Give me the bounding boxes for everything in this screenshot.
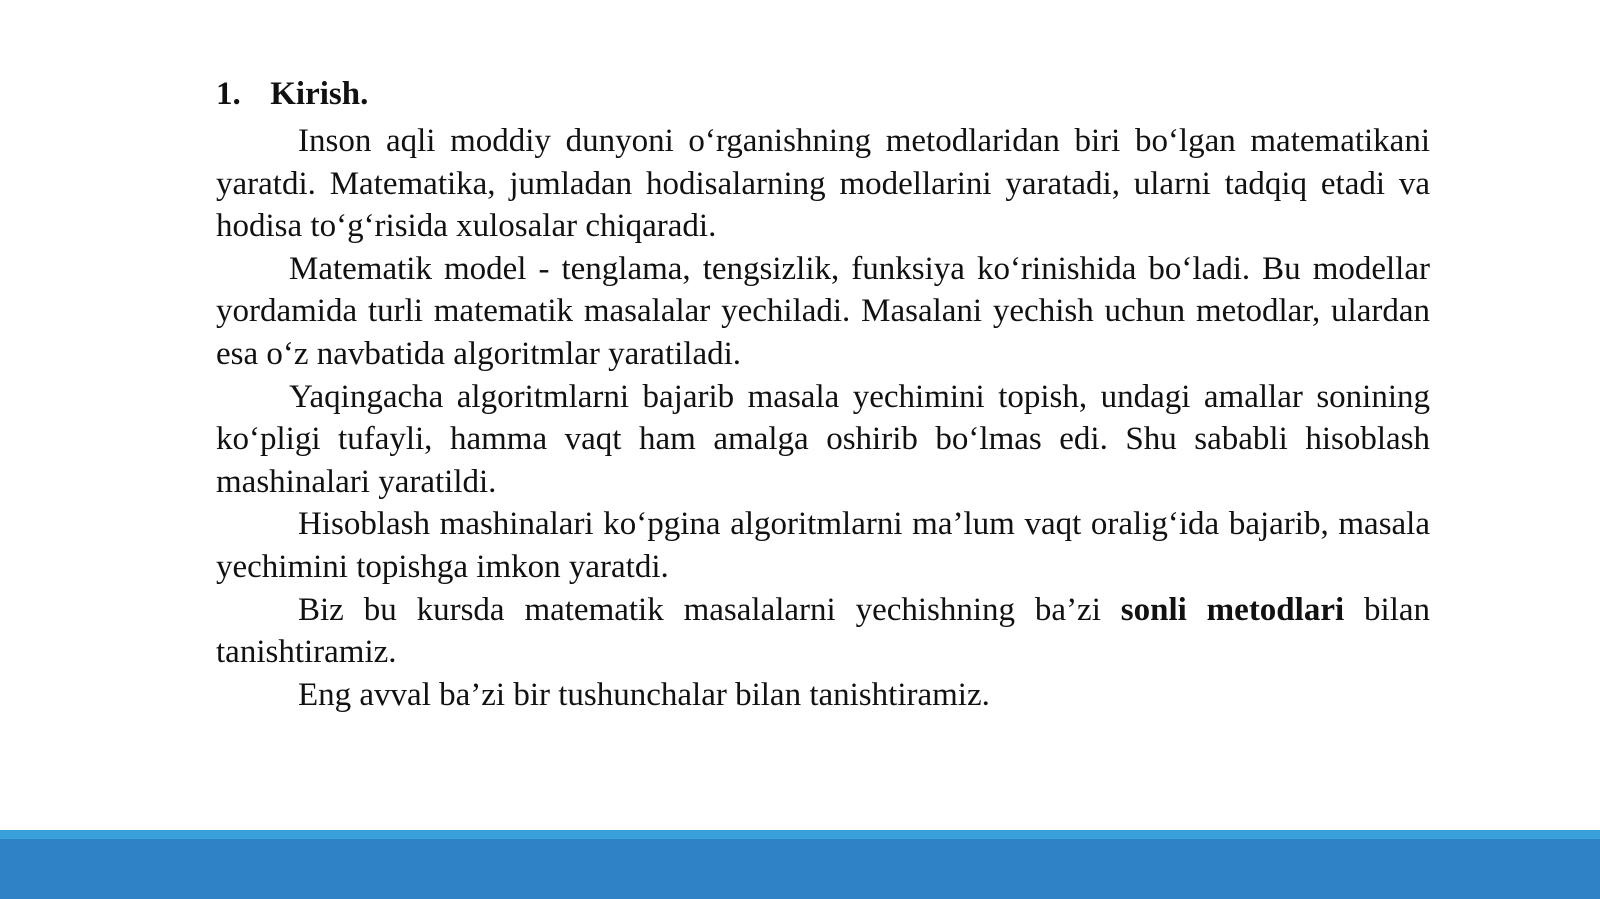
section-title: Kirish. [270, 76, 369, 112]
section-heading [216, 68, 1430, 120]
paragraph-2: Matematik model - tenglama, tengsizlik, funksiya ko‘rinishida bo‘ladi. Bu modellar yordamida turli matematik masalalar yechiladi. Masalani yechish uchun metodlar, ulardan esa o‘z navbatida algoritmlar yaratiladi. [216, 250, 1430, 372]
footer-stripe [0, 830, 1600, 839]
footer-band [0, 830, 1600, 899]
section-number: 1. [216, 76, 241, 112]
paragraph-1: Inson aqli moddiy dunyoni o‘rganishning metodlaridan biri bo‘lgan matematikani yaratdi. Matematika, jumladan hodisalarning modellarini yaratadi, ularni tadqiq etadi va hodisa to‘g‘risida xulosalar chiqaradi. [216, 123, 1430, 245]
paragraph-5 [216, 589, 1430, 674]
paragraph-6: Eng avval ba’zi bir tushunchalar bilan tanishtiramiz. [298, 676, 990, 713]
paragraph-5-text-after: bilan tanishtiramiz. [216, 591, 1431, 671]
paragraph-3: Yaqingacha algoritmlarni bajarib masala yechimini topish, undagi amallar sonining ko‘pligi tufayli, hamma vaqt ham amalga oshirib bo‘lmas edi. Shu sababli hisoblash mashinalari yaratildi. [216, 378, 1430, 500]
paragraph-4: Hisoblash mashinalari ko‘pgina algoritmlarni ma’lum vaqt oralig‘ida bajarib, masala yechimini topishga imkon yaratdi. [216, 506, 1430, 585]
slide-content [216, 68, 1430, 716]
paragraph-5-text-before: Biz bu kursda matematik masalalarni yechishning ba’zi [298, 591, 1121, 628]
paragraph-5-bold-term: sonli metodlari [1120, 591, 1345, 628]
